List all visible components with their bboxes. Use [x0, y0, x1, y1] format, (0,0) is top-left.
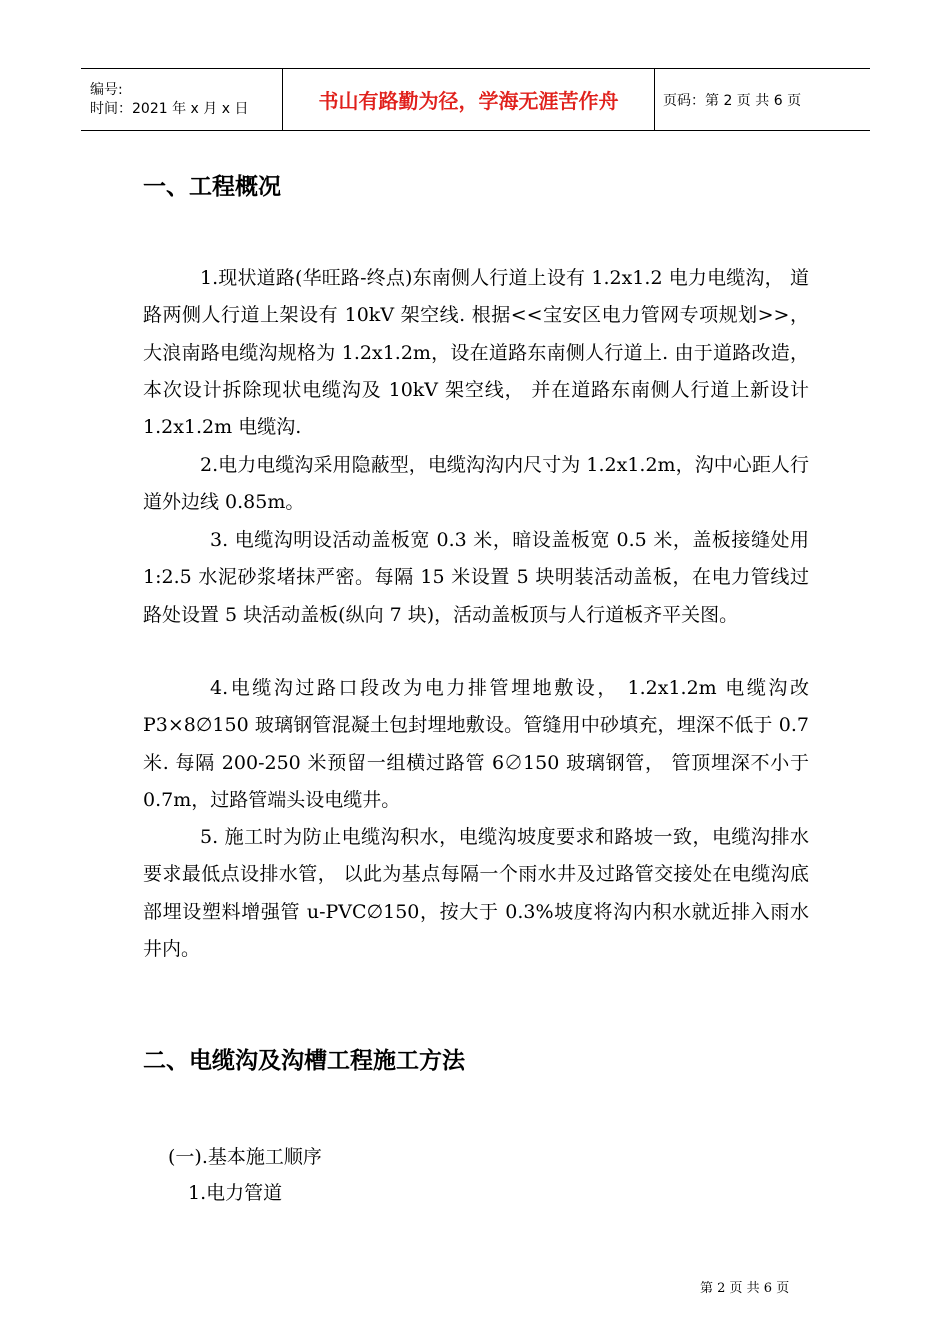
- paragraph-4: 4.电缆沟过路口段改为电力排管埋地敷设， 1.2x1.2m 电缆沟改 P3×8∅150 玻璃钢管混凝土包封埋地敷设。管缝用中砂填充，埋深不低于 0.7 米. 每隔 200-250 米预留一组横过路管 6∅150 玻璃钢管， 管顶埋深不小于 0.7m，过路管端头设电缆井。: [143, 677, 809, 811]
- section-title-construction-method: 二、电缆沟及沟槽工程施工方法: [143, 1048, 465, 1074]
- header-page-info: 页码：第 2 页 共 6 页: [663, 92, 802, 109]
- page-footer: 第 2 页 共 6 页: [700, 1281, 790, 1296]
- header-motto: 书山有路勤为径，学海无涯苦作舟: [282, 69, 655, 130]
- paragraph-5: 5. 施工时为防止电缆沟积水，电缆沟坡度要求和路坡一致，电缆沟排水要求最低点设排水管， 以此为基点每隔一个雨水井及过路管交接处在电缆沟底部埋设塑料增强管 u-PVC∅150，按大于 0.3%坡度将沟内积水就近排入雨水井内。: [143, 826, 809, 960]
- page-header: [81, 68, 870, 131]
- paragraph-2: 2.电力电缆沟采用隐蔽型，电缆沟沟内尺寸为 1.2x1.2m，沟中心距人行道外边线 0.85m。: [143, 454, 809, 514]
- section-title-overview: 一、工程概况: [143, 174, 281, 200]
- paragraph-1: 1.现状道路(华旺路-终点)东南侧人行道上设有 1.2x1.2 电力电缆沟， 道路两侧人行道上架设有 10kV 架空线. 根据<<宝安区电力管网专项规划>>， 大浪南路电缆沟规格为 1.2x1.2m，设在道路东南侧人行道上. 由于道路改造， 本次设计拆除现状电缆沟及 10kV 架空线， 并在道路东南侧人行道上新设计 1.2x1.2m 电缆沟.: [143, 267, 809, 439]
- serial-number-label: 编号:: [90, 81, 123, 98]
- subheading-power-pipeline: 1.电力管道: [188, 1182, 283, 1204]
- header-meta-cell: [81, 69, 282, 130]
- date-label: 时间：2021 年 x 月 x 日: [90, 100, 249, 117]
- paragraph-3: 3. 电缆沟明设活动盖板宽 0.3 米，暗设盖板宽 0.5 米，盖板接缝处用 1:2.5 水泥砂浆堵抹严密。每隔 15 米设置 5 块明装活动盖板，在电力管线过路处设置 5 块活动盖板(纵向 7 块)，活动盖板顶与人行道板齐平关图。: [143, 529, 809, 626]
- subheading-construction-order: (一).基本施工顺序: [168, 1146, 322, 1168]
